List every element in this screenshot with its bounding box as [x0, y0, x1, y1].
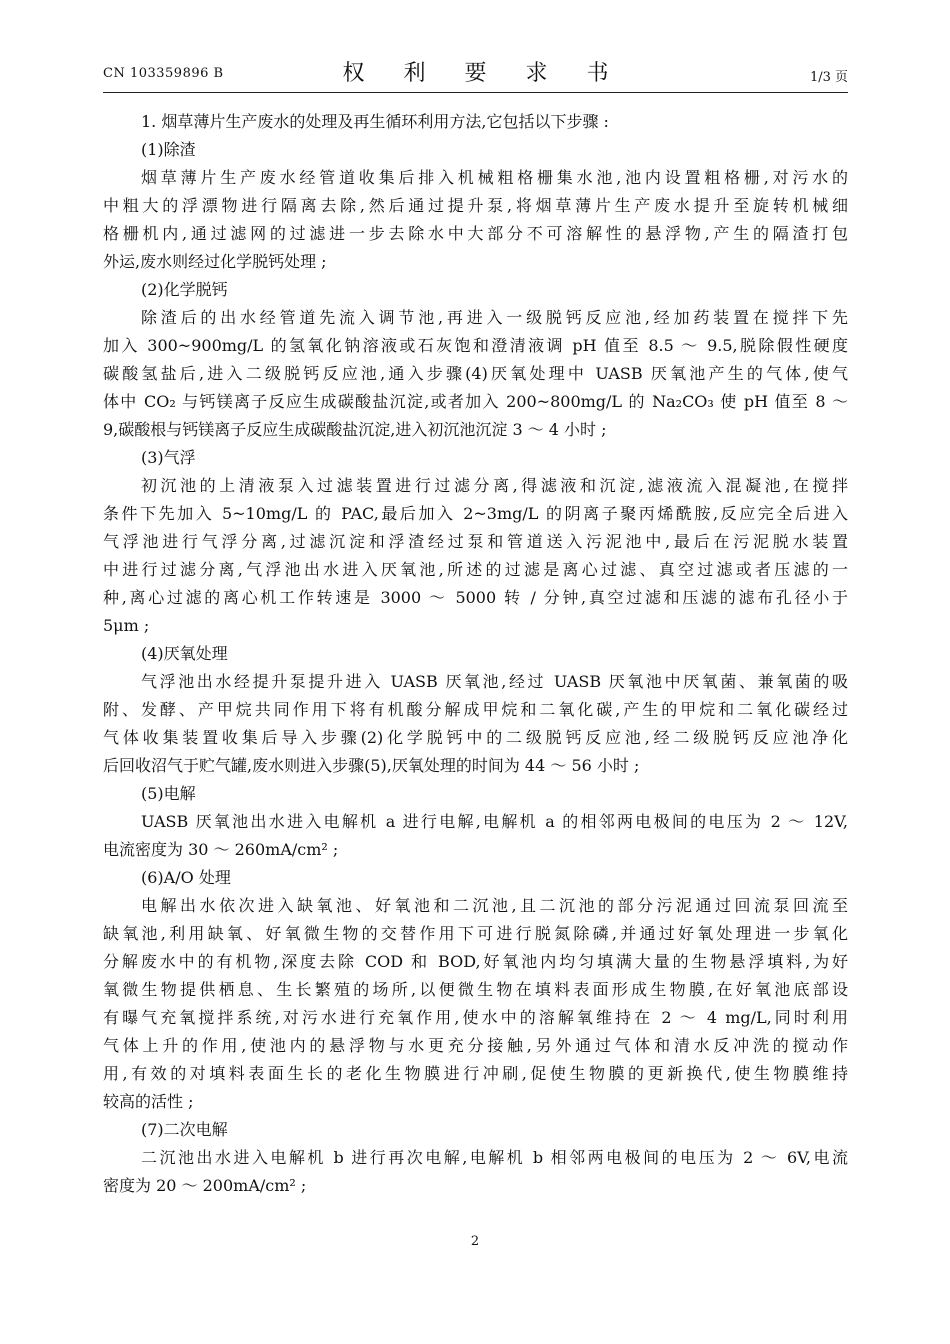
step-heading: (4)厌氧处理 — [141, 644, 228, 663]
text-line: 加入 300~900mg/L 的氢氧化钠溶液或石灰饱和澄清液调 pH 值至 8.5 ～ 9.5,脱除假性硬度 — [103, 336, 848, 355]
text-line: 5μm ; — [103, 616, 150, 635]
text-line: 二沉池出水进入电解机 b 进行再次电解,电解机 b 相邻两电极间的电压为 2 ～ 6V,电流 — [141, 1148, 848, 1167]
text-line: 除渣后的出水经管道先流入调节池,再进入一级脱钙反应池,经加药装置在搅拌下先 — [141, 308, 848, 327]
text-line: 条件下先加入 5~10mg/L 的 PAC,最后加入 2~3mg/L 的阴离子聚丙烯酰胺,反应完全后进入 — [103, 504, 848, 523]
text-line: 氧微生物提供栖息、生长繁殖的场所,以便微生物在填料表面形成生物膜,在好氧池底部设 — [103, 980, 848, 999]
text-line: 9,碳酸根与钙镁离子反应生成碳酸盐沉淀,进入初沉池沉淀 3 ～ 4 小时 ; — [103, 420, 607, 439]
step-heading: (1)除渣 — [141, 140, 196, 159]
text-line: 电解出水依次进入缺氧池、好氧池和二沉池,且二沉池的部分污泥通过回流泵回流至 — [141, 896, 848, 915]
step-heading: (3)气浮 — [141, 448, 196, 467]
page-count: 1/3 页 — [809, 70, 848, 85]
text-line: 密度为 20 ～ 200mA/cm² ; — [103, 1176, 307, 1195]
document-id: CN 103359896 B — [103, 66, 224, 81]
text-line: 气体收集装置收集后导入步骤(2)化学脱钙中的二级脱钙反应池,经二级脱钙反应池净化 — [103, 728, 848, 747]
text-line: 中粗大的浮漂物进行隔离去除,然后通过提升泵,将烟草薄片生产废水提升至旋转机械细 — [103, 196, 848, 215]
text-line: 气浮池进行气浮分离,过滤沉淀和浮渣经过泵和管道送入污泥池中,最后在污泥脱水装置 — [103, 532, 848, 551]
text-line: UASB 厌氧池出水进入电解机 a 进行电解,电解机 a 的相邻两电极间的电压为 2 ～ 12V, — [141, 812, 848, 831]
text-line: 有曝气充氧搅拌系统,对污水进行充氧作用,使水中的溶解氧维持在 2 ～ 4 mg/L,同时利用 — [103, 1008, 848, 1027]
text-line: 格栅机内,通过滤网的过滤进一步去除水中大部分不可溶解性的悬浮物,产生的隔渣打包 — [103, 224, 848, 243]
page-title: 权 利 要 求 书 — [342, 61, 625, 86]
step-heading: (2)化学脱钙 — [141, 280, 228, 299]
text-line: 初沉池的上清液泵入过滤装置进行过滤分离,得滤液和沉淀,滤液流入混凝池,在搅拌 — [141, 476, 848, 495]
text-line: 中进行过滤分离,气浮池出水进入厌氧池,所述的过滤是离心过滤、真空过滤或者压滤的一 — [103, 560, 848, 579]
text-line: 体中 CO₂ 与钙镁离子反应生成碳酸盐沉淀,或者加入 200~800mg/L 的 Na₂CO₃ 使 pH 值至 8 ～ — [103, 392, 848, 411]
text-line: 缺氧池,利用缺氧、好氧微生物的交替作用下可进行脱氮除磷,并通过好氧处理进一步氧化 — [103, 924, 848, 943]
step-heading: (7)二次电解 — [141, 1120, 228, 1139]
text-line: 后回收沼气于贮气罐,废水则进入步骤(5),厌氧处理的时间为 44 ～ 56 小时 ; — [103, 756, 640, 775]
claims-body — [103, 108, 848, 1200]
text-line: 气浮池出水经提升泵提升进入 UASB 厌氧池,经过 UASB 厌氧池中厌氧菌、兼氧菌的吸 — [141, 672, 848, 691]
page-header — [103, 52, 848, 90]
text-line: 电流密度为 30 ～ 260mA/cm² ; — [103, 840, 339, 859]
step-heading: (6)A/O 处理 — [141, 868, 231, 887]
step-heading: (5)电解 — [141, 784, 196, 803]
page-footer-number: 2 — [470, 1234, 480, 1249]
header-divider — [103, 92, 848, 93]
text-line: 烟草薄片生产废水经管道收集后排入机械粗格栅集水池,池内设置粗格栅,对污水的 — [141, 168, 848, 187]
text-line: 气体上升的作用,使池内的悬浮物与水更充分接触,另外通过气体和清水反冲洗的搅动作 — [103, 1036, 848, 1055]
text-line: 附、发酵、产甲烷共同作用下将有机酸分解成甲烷和二氧化碳,产生的甲烷和二氧化碳经过 — [103, 700, 848, 719]
text-line: 较高的活性 ; — [103, 1092, 194, 1111]
text-line: 种,离心过滤的离心机工作转速是 3000 ～ 5000 转 / 分钟,真空过滤和压滤的滤布孔径小于 — [103, 588, 848, 607]
claim-intro: 1. 烟草薄片生产废水的处理及再生循环利用方法,它包括以下步骤 : — [141, 112, 609, 131]
text-line: 分解废水中的有机物,深度去除 COD 和 BOD,好氧池内均匀填满大量的生物悬浮填料,为好 — [103, 952, 848, 971]
text-line: 碳酸氢盐后,进入二级脱钙反应池,通入步骤(4)厌氧处理中 UASB 厌氧池产生的气体,使气 — [103, 364, 848, 383]
text-line: 用,有效的对填料表面生长的老化生物膜进行冲刷,促使生物膜的更新换代,使生物膜维持 — [103, 1064, 848, 1083]
text-line: 外运,废水则经过化学脱钙处理 ; — [103, 252, 327, 271]
